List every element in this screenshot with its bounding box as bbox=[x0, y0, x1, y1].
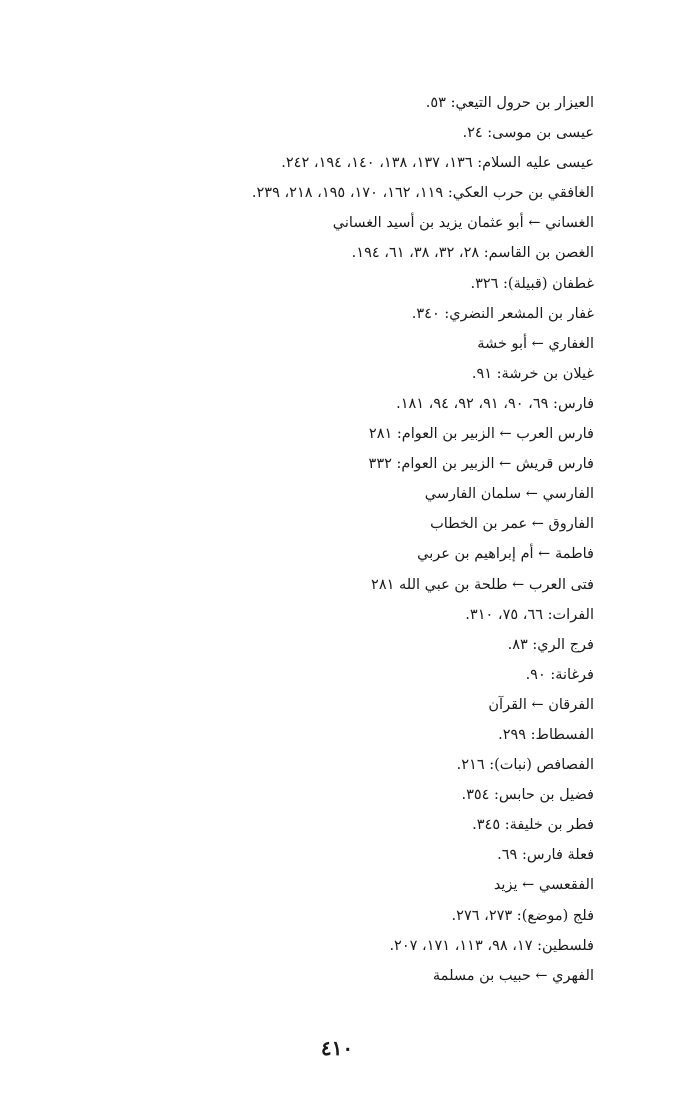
index-entry: الغافقي بن حرب العكي: ١١٩، ١٦٢، ١٧٠، ١٩٥، ٢١٨، ٢٣٩. bbox=[251, 185, 594, 202]
index-entry: الفرات: ٦٦، ٧٥، ٣١٠. bbox=[465, 606, 594, 623]
index-entry: فاطمة ← أم إبراهيم بن عربي bbox=[417, 546, 594, 563]
index-entry: فرغانة: ٩٠. bbox=[525, 666, 594, 683]
index-entry: غفار بن المشعر النضري: ٣٤٠. bbox=[411, 305, 594, 322]
index-entry: العيزار بن حرول التيعي: ٥٣. bbox=[425, 95, 594, 111]
index-entry: الفاروق ← عمر بن الخطاب bbox=[430, 516, 594, 533]
index-entry: غيلان بن خرشة: ٩١. bbox=[471, 365, 594, 382]
index-entry: الغصن بن القاسم: ٢٨، ٣٢، ٣٨، ٦١، ١٩٤. bbox=[351, 245, 594, 262]
index-list bbox=[174, 88, 594, 991]
index-entry: فضيل بن حابس: ٣٥٤. bbox=[461, 787, 594, 804]
index-entry: الفرقان ← القرآن bbox=[488, 696, 594, 713]
index-entry: فرج الري: ٨٣. bbox=[507, 636, 594, 653]
index-entry: الفصافص (نبات): ٢١٦. bbox=[456, 757, 594, 774]
index-entry: غطفان (قبيلة): ٣٢٦. bbox=[470, 275, 594, 292]
index-entry: الفارسي ← سلمان الفارسي bbox=[424, 486, 594, 503]
index-entry: عيسى عليه السلام: ١٣٦، ١٣٧، ١٣٨، ١٤٠، ١٩٤، ٢٤٢. bbox=[281, 155, 594, 172]
index-entry: الفهري ← حبيب بن مسلمة bbox=[432, 967, 594, 984]
index-entry: فعلة فارس: ٦٩. bbox=[497, 847, 594, 864]
index-entry: الغفاري ← أبو خشة bbox=[477, 335, 594, 352]
index-entry: فارس قريش ← الزبير بن العوام: ٣٣٢ bbox=[368, 456, 594, 473]
index-entry: فلج (موضع): ٢٧٣، ٢٧٦. bbox=[451, 907, 594, 924]
index-entry: فارس العرب ← الزبير بن العوام: ٢٨١ bbox=[368, 426, 594, 443]
index-entry: فتى العرب ← طلحة بن عبي الله ٢٨١ bbox=[371, 576, 594, 593]
index-entry: الفسطاط: ٢٩٩. bbox=[498, 726, 594, 743]
index-entry: فلسطين: ١٧، ٩٨، ١١٣، ١٧١، ٢٠٧. bbox=[389, 937, 594, 954]
index-entry: فطر بن خليفة: ٣٤٥. bbox=[472, 817, 594, 834]
index-entry: عيسى بن موسى: ٢٤. bbox=[462, 125, 594, 142]
index-entry: الغساني ← أبو عثمان يزيد بن أسيد الغساني bbox=[332, 215, 594, 232]
page-number: ٤١٠ bbox=[320, 1036, 354, 1060]
index-entry: فارس: ٦٩، ٩٠، ٩١، ٩٢، ٩٤، ١٨١. bbox=[396, 395, 594, 412]
index-entry: الفقعسي ← يزيد bbox=[493, 877, 594, 894]
